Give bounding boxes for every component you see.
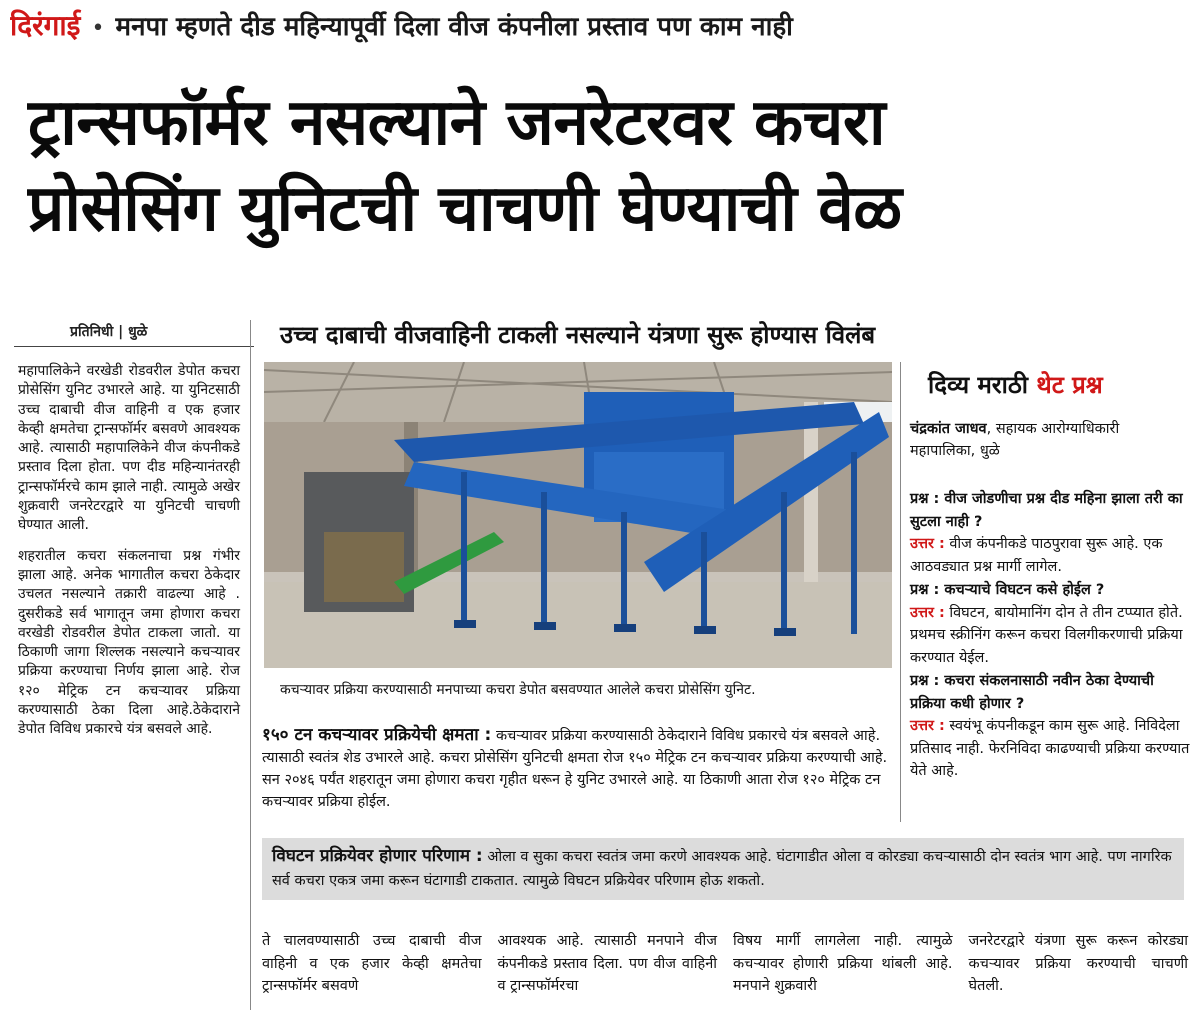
qa-answer [910, 533, 1192, 578]
answer-text: विघटन, बायोमानिंग दोन ते तीन टप्प्यात होते. प्रथमच स्क्रीनिंग करून कचरा विलगीकरणाची प्रक्रिया करण्यात येईल. [910, 604, 1183, 666]
capacity-lead: १५० टन कचऱ्यावर प्रक्रियेची क्षमता : [262, 725, 492, 745]
qa-divider [900, 362, 901, 822]
qa-question [910, 579, 1192, 602]
answer-label: उत्तर : [910, 718, 945, 734]
bottom-column-4: जनरेटरद्वारे यंत्रणा सुरू करून कोरड्या कचऱ्यावर प्रक्रिया करण्याची चाचणी घेतली. [968, 933, 1188, 994]
answer-text: वीज कंपनीकडे पाठपुरावा सुरू आहे. एक आठवड्यात प्रश्न मार्गी लागेल. [910, 536, 1163, 575]
qa-question [910, 488, 1192, 533]
qa-brand [928, 368, 1103, 401]
question-text: वीज जोडणीचा प्रश्न दीड महिना झाला तरी का सुटला नाही ? [910, 491, 1183, 530]
bottom-columns [262, 930, 1188, 998]
headline-line-2: प्रोसेसिंग युनिटची चाचणी घेण्याची वेळ [28, 172, 902, 246]
question-label: प्रश्न : [910, 491, 940, 507]
qa-brand-accent: थेट प्रश्न [1036, 371, 1103, 399]
kicker-text: मनपा म्हणते दीड महिन्यापूर्वी दिला वीज कंपनीला प्रस्ताव पण काम नाही [115, 12, 793, 42]
left-paragraph-1: महापालिकेने वरखेडी रोडवरील डेपोत कचरा प्रोसेसिंग युनिट उभारले आहे. या युनिटसाठी उच्च दाबाची वीज वाहिनी व एक हजार केव्ही क्षमतेचा ट्रान्सफॉर्मर बसवणे आवश्यक आहे. त्यासाठी महापालिकेने वीज कंपनीकडे प्रस्ताव दिला होता. पण दीड महिन्यानंतरही ट्रान्सफॉर्मरचे काम झाले नाही. त्यामुळे अखेर शुक्रवारी जनरेटरद्वारे या युनिटची चाचणी घेण्यात आली. [18, 363, 240, 534]
qa-question [910, 670, 1192, 715]
photo-caption: कचऱ्यावर प्रक्रिया करण्यासाठी मनपाच्या कचरा डेपोत बसवण्यात आलेले कचरा प्रोसेसिंग युनिट. [280, 682, 756, 698]
qa-person-name: चंद्रकांत जाधव [910, 421, 987, 437]
byline-divider [14, 346, 254, 347]
qa-person-role: , सहायक आरोग्याधिकारी महापालिका, धुळे [910, 421, 1120, 459]
qa-answer [910, 602, 1192, 670]
qa-brand-main: दिव्य मराठी [928, 371, 1028, 399]
question-label: प्रश्न : [910, 582, 940, 598]
capacity-text: कचऱ्यावर प्रक्रिया करण्यासाठी ठेकेदाराने विविध प्रकारचे यंत्र बसवले आहे. त्यासाठी स्वतंत्र शेड उभारले आहे. कचरा प्रोसेसिंग युनिटची क्षमता रोज १५० मेट्रिक टन कचऱ्यावर प्रक्रिया करण्याची आहे. सन २०४६ पर्यंत शहरातून जमा होणारा कचरा गृहीत धरून हे युनिट उभारले आहे. या ठिकाणी आता रोज १२० मेट्रिक टन कचऱ्यावर प्रक्रिया होईल. [262, 728, 888, 810]
question-text: कचरा संकलनासाठी नवीन ठेका देण्याची प्रक्रिया कधी होणार ? [910, 673, 1154, 712]
headline [28, 80, 1178, 252]
capacity-section [262, 724, 902, 813]
effect-box [262, 838, 1184, 900]
left-paragraph-2: शहरातील कचरा संकलनाचा प्रश्न गंभीर झाला आहे. अनेक भागातील कचरा ठेकेदार उचलत नसल्याने तक्रारी वाढल्या आहे . दुसरीकडे सर्व भागातून जमा होणारा कचरा वरखेडी रोडवरील डेपोत टाकला जातो. या ठिकाणी जागा शिल्लक नसल्याने कचऱ्यावर प्रक्रिया करण्याचा निर्णय झाला आहे. रोज १२० मेट्रिक टन कचऱ्यावर प्रक्रिया करण्यासाठी ठेका दिला आहे.ठेकेदाराने डेपोत विविध प्रकारचे यंत्र बसवले आहे. [18, 547, 240, 738]
qa-person [910, 418, 1180, 462]
kicker-bullet: • [91, 16, 105, 41]
qa-answer [910, 715, 1192, 783]
qa-list [910, 488, 1192, 784]
processing-unit-photo [264, 362, 892, 668]
bottom-column-2: आवश्यक आहे. त्यासाठी मनपाने वीज कंपनीकडे प्रस्ताव दिला. पण वीज वाहिनी व ट्रान्सफॉर्मरचा [497, 933, 717, 994]
answer-text: स्वयंभू कंपनीकडून काम सुरू आहे. निविदेला प्रतिसाद नाही. फेरनिविदा काढण्याची प्रक्रिया करण्यात येते आहे. [910, 718, 1190, 779]
kicker-line [10, 6, 1190, 46]
question-label: प्रश्न : [910, 673, 940, 689]
headline-line-1: ट्रान्सफॉर्मर नसल्याने जनरेटरवर कचरा [28, 86, 886, 160]
answer-label: उत्तर : [910, 604, 945, 621]
answer-label: उत्तर : [910, 536, 945, 552]
byline: प्रतिनिधी | धुळे [70, 324, 148, 340]
subhead: उच्च दाबाची वीजवाहिनी टाकली नसल्याने यंत्रणा सुरू होण्यास विलंब [280, 321, 876, 349]
kicker-tag: दिरंगाई [10, 9, 81, 42]
left-column [18, 362, 240, 751]
bottom-column-3: विषय मार्गी लागलेला नाही. त्यामुळे कचऱ्यावर होणारी प्रक्रिया थांबली आहे. मनपाने शुक्रवारी [733, 933, 953, 994]
photo-illustration [264, 362, 892, 668]
bottom-column-1: ते चालवण्यासाठी उच्च दाबाची वीज वाहिनी व एक हजार केव्ही क्षमतेचा ट्रान्सफॉर्मर बसवणे [262, 933, 482, 994]
column-divider [250, 320, 251, 1010]
effect-lead: विघटन प्रक्रियेवर होणार परिणाम : [272, 846, 483, 866]
effect-text: ओला व सुका कचरा स्वतंत्र जमा करणे आवश्यक आहे. घंटागाडीत ओला व कोरड्या कचऱ्यासाठी दोन स्वतंत्र भाग आहे. पण नागरिक सर्व कचरा एकत्र जमा करून घंटागाडी टाकतात. त्यामुळे विघटन प्रक्रियेवर परिणाम होऊ शकतो. [272, 849, 1172, 889]
question-text: कचऱ्याचे विघटन कसे होईल ? [944, 582, 1105, 598]
